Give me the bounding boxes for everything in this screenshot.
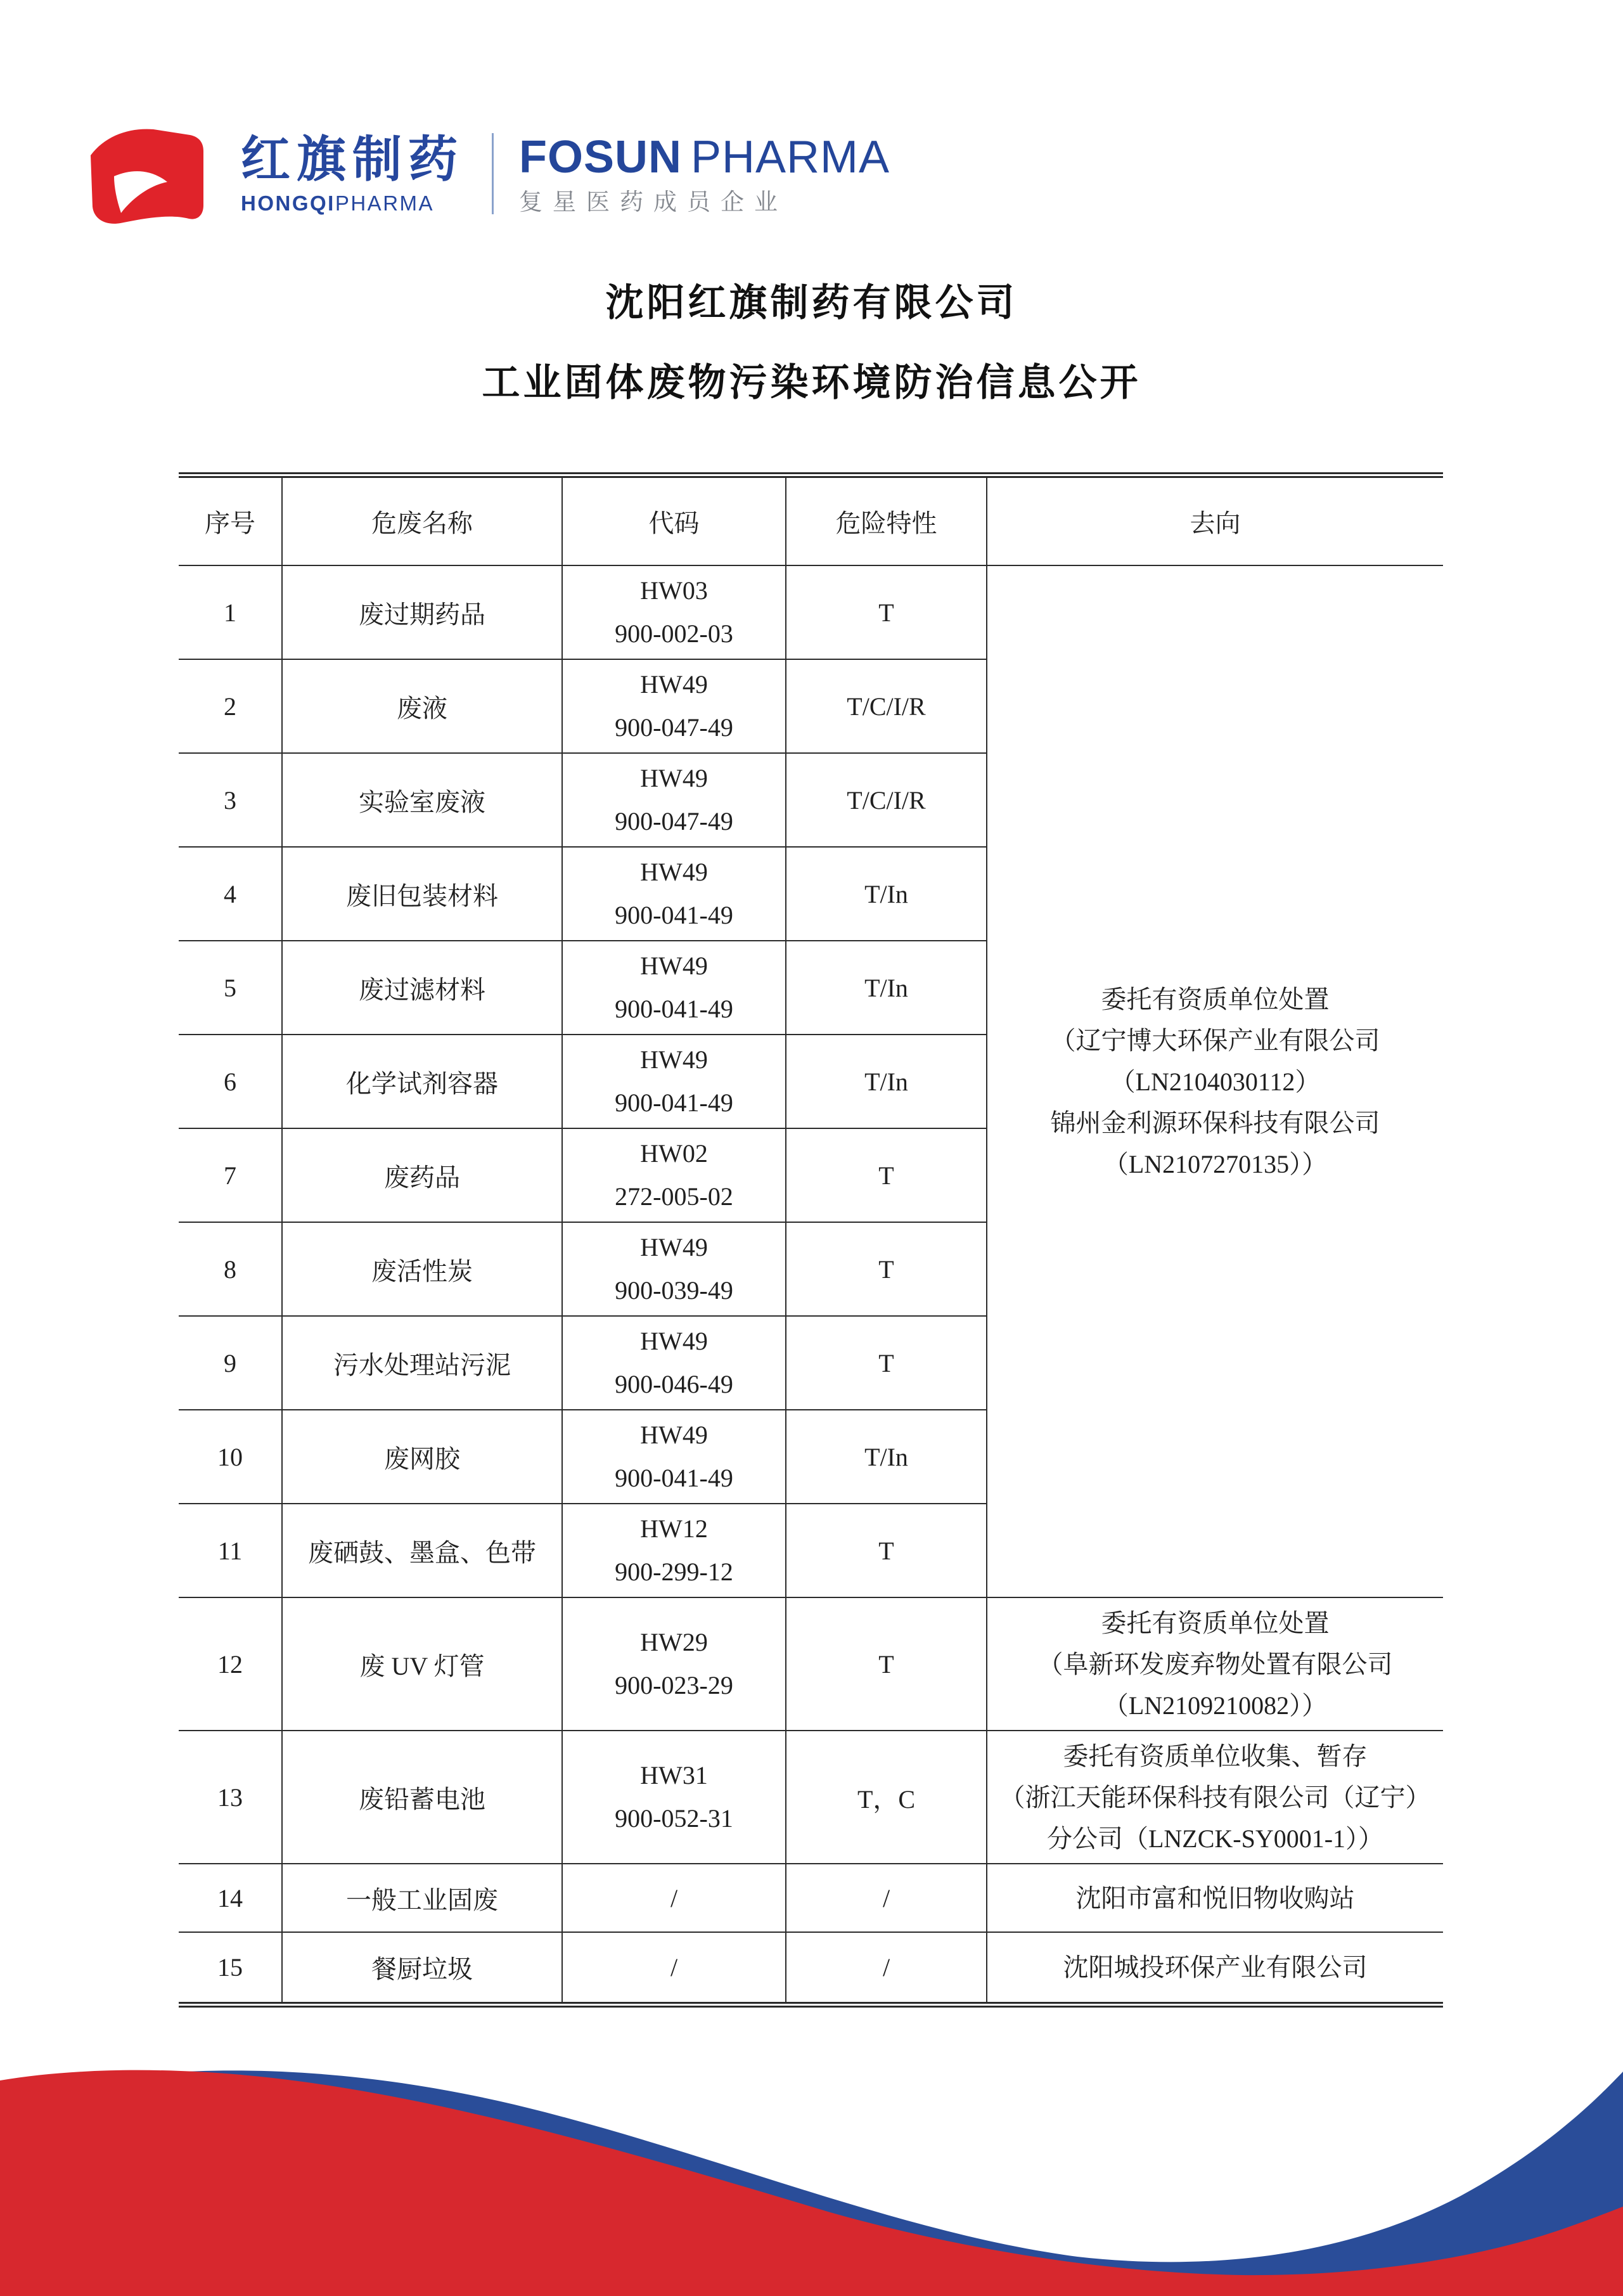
header-code: 代码 (562, 478, 786, 565)
hazard: / (786, 1864, 987, 1932)
row-no: 7 (179, 1128, 282, 1222)
code-line: 900-046-49 (615, 1370, 733, 1398)
row-no: 9 (179, 1316, 282, 1410)
header-hazard: 危险特性 (786, 478, 987, 565)
code-line: HW03 (640, 576, 708, 605)
waste-name: 废铅蓄电池 (282, 1731, 562, 1864)
waste-code (562, 1222, 786, 1316)
code-line: HW49 (640, 764, 708, 792)
row-no: 10 (179, 1410, 282, 1504)
table-row (179, 1597, 1443, 1731)
row-no: 15 (217, 1953, 243, 1982)
waste-name: 废 UV 灯管 (282, 1597, 562, 1731)
code-line: HW02 (640, 1139, 708, 1168)
waste-code (562, 659, 786, 753)
destination-line: （浙江天能环保科技有限公司（辽宁） (999, 1783, 1431, 1812)
waste-code (562, 941, 786, 1035)
table-row (179, 1864, 1443, 1932)
code-line: 900-023-29 (615, 1671, 733, 1699)
hongqi-logo-text (241, 131, 465, 215)
table-row (179, 1731, 1443, 1864)
hazard: T (786, 1504, 987, 1597)
waste-code (562, 1731, 786, 1864)
waste-code (562, 753, 786, 847)
code-line: HW49 (640, 1421, 708, 1449)
waste-code (562, 565, 786, 659)
page-title (0, 284, 1623, 402)
waste-name: 餐厨垃圾 (282, 1932, 562, 2002)
fosun-bold: FOSUN (519, 131, 683, 183)
hazard: T (786, 1222, 987, 1316)
row-no: 8 (179, 1222, 282, 1316)
code-line: 900-041-49 (615, 1088, 733, 1117)
hazard: / (786, 1932, 987, 2002)
destination-line: （LN2104030112） (1110, 1067, 1321, 1096)
code-line: HW49 (640, 1233, 708, 1261)
fosun-logo-text (519, 131, 890, 215)
row-no: 4 (179, 847, 282, 941)
waste-code (562, 1035, 786, 1128)
fosun-tagline: 复星医药成员企业 (519, 188, 788, 215)
hongqi-en-wordmark (241, 193, 464, 214)
row-no: 5 (179, 941, 282, 1035)
destination-line: （阜新环发废弃物处置有限公司 (1037, 1649, 1393, 1679)
waste-code: / (562, 1864, 786, 1932)
waste-table-wrap (179, 472, 1443, 2008)
hongqi-flag-icon (81, 119, 208, 228)
title-company: 沈阳红旗制药有限公司 (605, 282, 1018, 324)
waste-code (562, 1597, 786, 1731)
destination-line: 锦州金利源环保科技有限公司 (1050, 1108, 1380, 1137)
code-line: HW29 (640, 1628, 708, 1656)
code-line: 900-047-49 (615, 713, 733, 742)
table-row (179, 1932, 1443, 2002)
destination (987, 1731, 1443, 1864)
destination-line: 委托有资质单位收集、暂存 (1063, 1741, 1368, 1770)
table-header-row (179, 478, 1443, 565)
hazard: T/In (786, 941, 987, 1035)
hazard: T/In (786, 1035, 987, 1128)
row-no: 6 (179, 1035, 282, 1128)
hazard: T (786, 1316, 987, 1410)
waste-code: / (562, 1932, 786, 2002)
logo-bar (81, 119, 890, 228)
header-destination: 去向 (987, 478, 1443, 565)
code-line: 900-002-03 (615, 619, 733, 648)
row-no: 2 (179, 659, 282, 753)
waste-code (562, 1128, 786, 1222)
code-line: HW49 (640, 858, 708, 886)
code-line: HW49 (640, 951, 708, 980)
code-line: HW49 (640, 670, 708, 699)
row-no: 12 (179, 1597, 282, 1731)
waste-name: 实验室废液 (282, 753, 562, 847)
row-no: 3 (179, 753, 282, 847)
hazard: T，C (786, 1731, 987, 1864)
code-line: HW49 (640, 1045, 708, 1074)
code-line: 900-041-49 (615, 901, 733, 929)
waste-name: 废网胶 (282, 1410, 562, 1504)
hazard: T (786, 1128, 987, 1222)
waste-code (562, 1316, 786, 1410)
table-row (179, 565, 1443, 659)
row-no: 11 (179, 1504, 282, 1597)
destination-line: （LN2109210082）） (1103, 1691, 1328, 1720)
destination-merged (987, 565, 1443, 1597)
hazard: T/In (786, 847, 987, 941)
waste-code (562, 847, 786, 941)
destination-line: 委托有资质单位处置 (1101, 1608, 1330, 1637)
title-subject: 工业固体废物污染环境防治信息公开 (482, 362, 1141, 404)
waste-name: 化学试剂容器 (282, 1035, 562, 1128)
code-line: HW49 (640, 1327, 708, 1355)
destination-line: 分公司（LNZCK-SY0001-1）） (1046, 1824, 1384, 1853)
code-line: 900-299-12 (615, 1558, 733, 1586)
row-no: 14 (179, 1864, 282, 1932)
code-line: 272-005-02 (615, 1182, 733, 1211)
waste-name: 废过滤材料 (282, 941, 562, 1035)
destination (987, 1597, 1443, 1731)
hongqi-cn-wordmark: 红旗制药 (241, 131, 465, 187)
waste-table (179, 478, 1443, 2002)
waste-name: 废硒鼓、墨盒、色带 (282, 1504, 562, 1597)
row-no: 1 (179, 565, 282, 659)
footer-wave (0, 2023, 1623, 2296)
logo-divider (492, 133, 494, 214)
header-name: 危废名称 (282, 478, 562, 565)
destination-line: 委托有资质单位处置 (1101, 984, 1330, 1014)
hazard: T/C/I/R (786, 753, 987, 847)
waste-name: 废旧包装材料 (282, 847, 562, 941)
code-line: 900-047-49 (615, 807, 733, 835)
row-no: 13 (179, 1731, 282, 1864)
destination: 沈阳城投环保产业有限公司 (987, 1932, 1443, 2002)
waste-name: 废液 (282, 659, 562, 753)
waste-code (562, 1410, 786, 1504)
destination-line: （辽宁博大环保产业有限公司 (1050, 1026, 1380, 1055)
code-line: 900-052-31 (615, 1804, 733, 1833)
waste-name: 废药品 (282, 1128, 562, 1222)
waste-name: 一般工业固废 (282, 1864, 562, 1932)
header-no: 序号 (179, 478, 282, 565)
code-line: 900-041-49 (615, 1464, 733, 1492)
hazard: T/In (786, 1410, 987, 1504)
destination-line: （LN2107270135）） (1103, 1149, 1328, 1178)
code-line: 900-039-49 (615, 1276, 733, 1305)
waste-name: 污水处理站污泥 (282, 1316, 562, 1410)
waste-name: 废活性炭 (282, 1222, 562, 1316)
hazard: T/C/I/R (786, 659, 987, 753)
hazard: T (786, 1597, 987, 1731)
fosun-wordmark (519, 131, 890, 183)
destination: 沈阳市富和悦旧物收购站 (987, 1864, 1443, 1932)
hongqi-en-light: PHARMA (335, 191, 435, 215)
waste-name: 废过期药品 (282, 565, 562, 659)
hazard: T (786, 565, 987, 659)
fosun-light: PHARMA (691, 131, 890, 183)
code-line: HW12 (640, 1514, 708, 1543)
waste-code (562, 1504, 786, 1597)
code-line: HW31 (640, 1761, 708, 1790)
hongqi-en-bold: HONGQI (241, 191, 335, 215)
code-line: 900-041-49 (615, 995, 733, 1023)
